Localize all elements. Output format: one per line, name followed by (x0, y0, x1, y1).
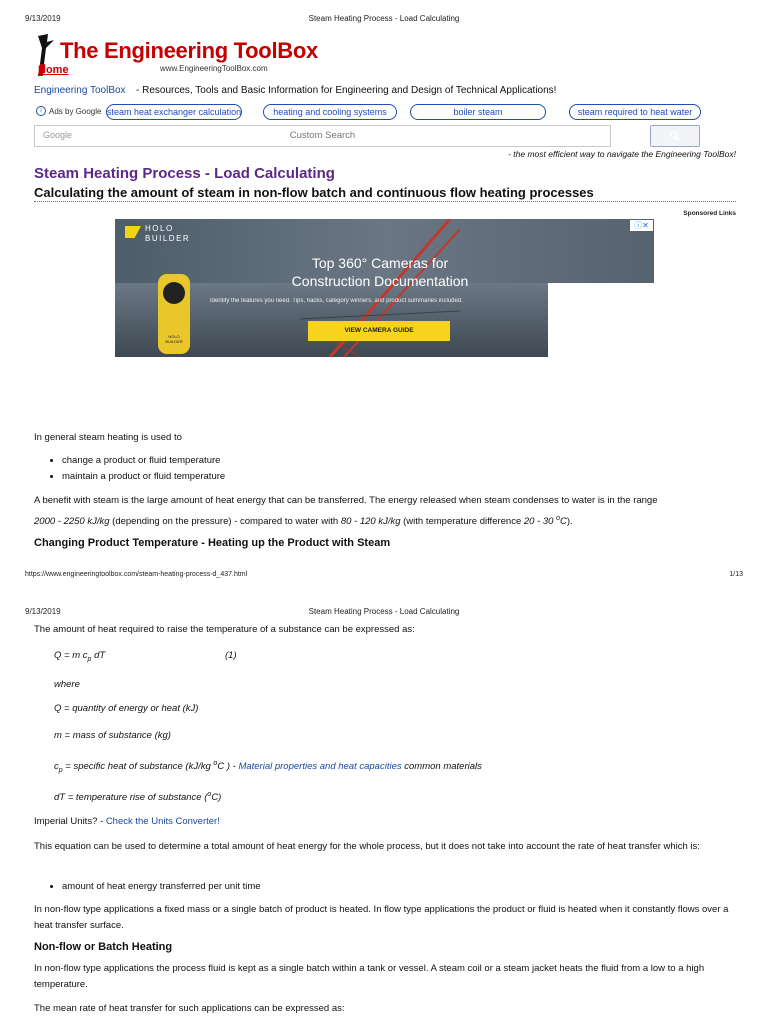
ad-headline: Top 360° Cameras for Construction Documentation (291, 255, 469, 289)
search-icon (670, 131, 680, 141)
nav-note: - the most efficient way to navigate the Engineering ToolBox! (508, 149, 736, 159)
material-properties-link[interactable]: Material properties and heat capacities (238, 761, 402, 773)
google-brand-text: Google (43, 130, 73, 140)
tagline-row (34, 80, 556, 98)
ad-brand: HOLO BUILDER (145, 224, 191, 243)
footer-url: https://www.engineeringtoolbox.com/steam-heating-process-d_437.html (25, 571, 248, 578)
ad-pill-steam-heat-exchanger[interactable]: steam heat exchanger calculation (106, 104, 242, 120)
adchoices-close-icon[interactable]: ⓘ✕ (630, 220, 653, 231)
camera-device-image: HOLO BUILDER (158, 274, 190, 354)
ads-by-google[interactable] (36, 106, 101, 116)
def-cp: $c_p$ = specific heat of substance (kJ/kg $^o$C ) - Material properties and heat capacities common materials (54, 760, 482, 775)
benefit-paragraph: A benefit with steam is the large amount of heat energy that can be transferred. The energy released when steam condenses to water is in the range 2000 - 2250 kJ/kg (depending on the pressure) - compared to water with 80 - 120 kJ/kg (with temperature difference 20 - 30 $^o$C). (34, 495, 658, 528)
ad-pill-steam-required[interactable]: steam required to heat water (569, 104, 701, 120)
site-url: www.EngineeringToolBox.com (160, 64, 268, 73)
where-label: where (54, 679, 80, 690)
page-subtitle: Calculating the amount of steam in non-flow batch and continuous flow heating processes (34, 185, 594, 200)
page-header-title: Steam Heating Process - Load Calculating (308, 14, 460, 23)
equation-1: Q = m $c_p$ dT (54, 650, 106, 663)
list-item: • amount of heat energy transferred per unit time (62, 879, 734, 895)
ad-pill-heating-cooling[interactable]: heating and cooling systems (263, 104, 397, 120)
custom-search-input[interactable] (34, 125, 611, 147)
def-m: m = mass of substance (kg) (54, 730, 171, 741)
search-button[interactable] (650, 125, 700, 147)
search-placeholder: Custom Search (289, 130, 356, 141)
units-converter-link[interactable]: Check the Units Converter! (105, 816, 220, 827)
home-link[interactable]: Home (38, 64, 69, 76)
imperial-units-line: Imperial Units? - Check the Units Converter! (34, 816, 220, 827)
bullet-list-2 (34, 879, 734, 895)
engineering-toolbox-link[interactable]: Engineering ToolBox (34, 85, 126, 96)
ad-pill-boiler-steam[interactable]: boiler steam (410, 104, 546, 120)
page2-header-title: Steam Heating Process - Load Calculating (308, 607, 460, 616)
sponsored-links-label: Sponsored Links (683, 210, 736, 217)
ad-cta-button[interactable]: VIEW CAMERA GUIDE (308, 321, 450, 341)
rate-paragraph: This equation can be used to determine a total amount of heat energy for the whole process, but it does not take into account the rate of heat transfer which is: (34, 841, 700, 852)
info-icon: i (36, 106, 46, 116)
page2-header-date: 9/13/2019 (25, 607, 61, 616)
ads-by-label: Ads by Google (49, 106, 102, 116)
equation-number: (1) (225, 650, 237, 661)
flow-types-paragraph: In non-flow type applications a fixed mass or a single batch of product is heated. In flow type applications the product or fluid is heated when it constantly flows over a heat transfer surface. (34, 904, 729, 931)
list-item: • change a product or fluid temperature (62, 453, 734, 469)
footer-page-number: 1/13 (729, 571, 743, 578)
mean-rate-paragraph: The mean rate of heat transfer for such applications can be expressed as: (34, 1003, 345, 1014)
site-logo-title[interactable]: The Engineering ToolBox (60, 38, 318, 63)
list-item: • maintain a product or fluid temperature (62, 469, 734, 485)
page-title: Steam Heating Process - Load Calculating (34, 165, 335, 182)
ad-subtext: Identify the features you need. Tips, hacks, category winners, and product summaries included. (210, 298, 463, 304)
bullet-list-1 (34, 453, 734, 485)
def-dt: dT = temperature rise of substance ($^o$C) (54, 791, 222, 804)
heat-required-intro: The amount of heat required to raise the temperature of a substance can be expressed as: (34, 624, 415, 635)
def-q: Q = quantity of energy or heat (kJ) (54, 703, 199, 714)
section-heading-changing-temperature: Changing Product Temperature - Heating up the Product with Steam (34, 537, 391, 549)
intro-text: In general steam heating is used to (34, 432, 182, 443)
section-heading-non-flow: Non-flow or Batch Heating (34, 941, 173, 953)
non-flow-paragraph: In non-flow type applications the process fluid is kept as a single batch within a tank or vessel. A steam coil or a steam jacket heats the fluid from a low to a high temperature. (34, 963, 705, 990)
title-divider (34, 201, 736, 202)
page-header-date: 9/13/2019 (25, 14, 61, 23)
site-tagline: - Resources, Tools and Basic Information for Engineering and Design of Technical Applications! (136, 85, 557, 96)
